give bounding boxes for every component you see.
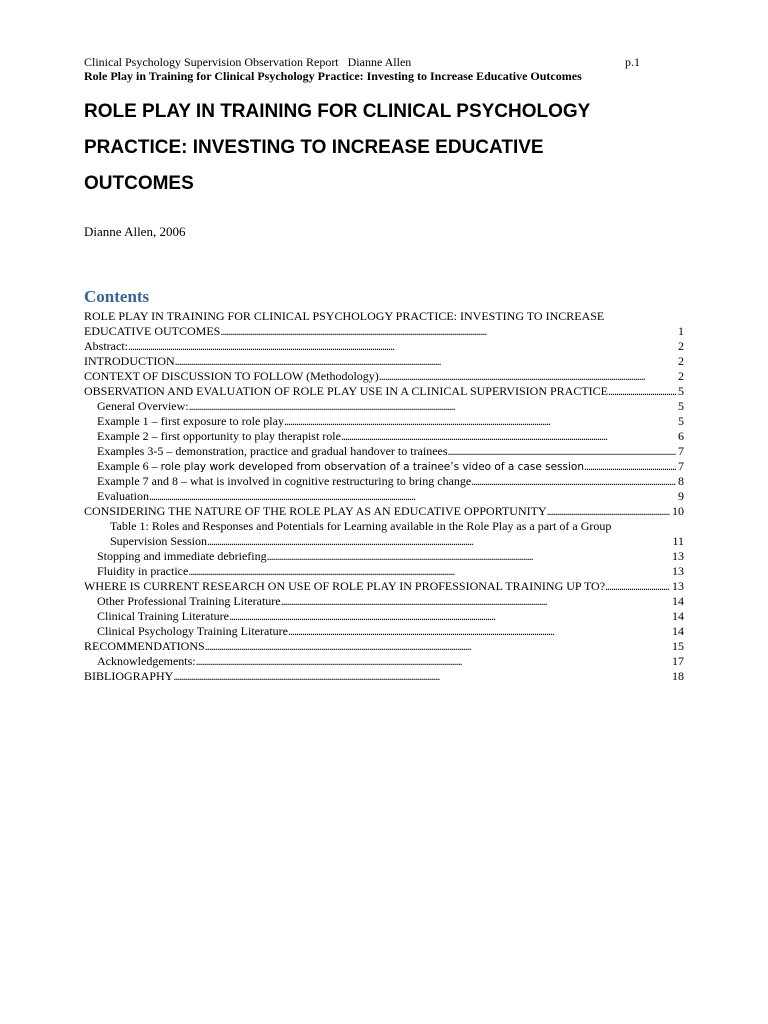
toc-page-number: 1 [678, 324, 684, 338]
toc-entry[interactable] [97, 459, 684, 474]
toc-entry[interactable] [97, 609, 684, 624]
toc-entry-text-rest: role play work developed from observation of a trainee’s video of a case session [160, 461, 584, 473]
toc-leader-dots [281, 594, 670, 609]
toc-page-number: 18 [672, 669, 684, 683]
toc-page-number: 13 [672, 564, 684, 578]
toc-leader-dots [288, 624, 670, 639]
toc-entry[interactable] [97, 444, 684, 459]
toc-entry-text: Other Professional Training Literature [97, 594, 281, 608]
toc-entry[interactable] [84, 504, 684, 519]
toc-entry-text: Supervision Session [110, 534, 208, 548]
toc-entry[interactable] [84, 639, 684, 654]
toc-entry[interactable] [84, 339, 684, 354]
toc-leader-dots [196, 654, 670, 669]
toc-entry-text: INTRODUCTION [84, 354, 175, 368]
toc-page-number: 6 [678, 429, 684, 443]
toc-entry[interactable] [84, 579, 684, 594]
toc-page-number: 2 [678, 354, 684, 368]
toc-leader-dots [608, 384, 676, 399]
toc-leader-dots [205, 639, 670, 654]
toc-entry-text: Fluidity in practice [97, 564, 189, 578]
toc-entry-text: Example 7 and 8 – what is involved in cognitive restructuring to bring change [97, 474, 472, 488]
toc-page-number: 9 [678, 489, 684, 503]
title-line-2: PRACTICE: INVESTING TO INCREASE EDUCATIVE [84, 137, 544, 158]
toc-entry-text: ROLE PLAY IN TRAINING FOR CLINICAL PSYCHOLOGY PRACTICE: INVESTING TO INCREASE [84, 309, 605, 323]
toc-page-number: 10 [672, 504, 684, 518]
toc-page-number: 2 [678, 339, 684, 353]
toc-entry[interactable] [97, 549, 684, 564]
toc-page-number: 7 [678, 459, 684, 473]
toc-leader-dots [189, 399, 676, 414]
document-title [84, 94, 684, 202]
toc-entry-text: BIBLIOGRAPHY [84, 669, 174, 683]
toc-entry[interactable] [84, 369, 684, 384]
toc-entry-text: Table 1: Roles and Responses and Potentials for Learning available in the Role Play as a part of a Group [110, 519, 612, 533]
toc-page-number: 14 [672, 594, 684, 608]
toc-page-number: 2 [678, 369, 684, 383]
toc-entry[interactable] [97, 594, 684, 609]
toc-entry[interactable] [110, 519, 684, 534]
toc-entry[interactable] [97, 414, 684, 429]
toc-leader-dots [175, 354, 676, 369]
toc-page-number: 13 [672, 579, 684, 593]
toc-page-number: 5 [678, 384, 684, 398]
toc-leader-dots [584, 459, 676, 474]
toc-leader-dots [128, 339, 676, 354]
toc-entry-text: Evaluation [97, 489, 149, 503]
toc-entry-text: Abstract: [84, 339, 128, 353]
toc-leader-dots [267, 549, 670, 564]
toc-entry-text: Example 1 – first exposure to role play [97, 414, 284, 428]
toc-leader-dots [547, 504, 670, 519]
toc-entry[interactable] [110, 534, 684, 549]
toc-entry[interactable] [97, 429, 684, 444]
toc-entry[interactable] [84, 309, 684, 324]
author-date: Dianne Allen, 2006 [84, 224, 186, 239]
toc-entry[interactable] [97, 474, 684, 489]
toc-leader-dots [188, 564, 670, 579]
toc-entry-text: WHERE IS CURRENT RESEARCH ON USE OF ROLE PLAY IN PROFESSIONAL TRAINING UP TO? [84, 579, 606, 593]
toc-entry[interactable] [97, 564, 684, 579]
toc-leader-dots [207, 534, 670, 549]
toc-page-number: 14 [672, 609, 684, 623]
toc-entry-text: Stopping and immediate debriefing [97, 549, 267, 563]
toc-leader-dots [229, 609, 670, 624]
toc-entry-text: General Overview: [97, 399, 189, 413]
toc-entry-text: Examples 3-5 – demonstration, practice and gradual handover to trainees [97, 444, 448, 458]
contents-heading: Contents [84, 287, 150, 306]
title-line-1: ROLE PLAY IN TRAINING FOR CLINICAL PSYCHOLOGY [84, 101, 591, 122]
toc-leader-dots [173, 669, 670, 684]
toc-leader-dots [220, 324, 676, 339]
toc-page-number: 7 [678, 444, 684, 458]
toc-leader-dots [284, 414, 676, 429]
toc-entry[interactable] [97, 399, 684, 414]
toc-entry-text: OBSERVATION AND EVALUATION OF ROLE PLAY USE IN A CLINICAL SUPERVISION PRACTICE [84, 384, 609, 398]
toc-page-number: 5 [678, 399, 684, 413]
toc-entry[interactable] [97, 654, 684, 669]
running-subtitle: Role Play in Training for Clinical Psychology Practice: Investing to Increase Educative Outcomes [84, 69, 582, 83]
toc-page-number: 17 [672, 654, 684, 668]
toc-page-number: 15 [672, 639, 684, 653]
toc-entry-text: RECOMMENDATIONS [84, 639, 205, 653]
toc-entry[interactable] [97, 489, 684, 504]
toc-leader-dots [341, 429, 676, 444]
toc-entry-text: EDUCATIVE OUTCOMES [84, 324, 221, 338]
toc-leader-dots [471, 474, 676, 489]
toc-page-number: 11 [672, 534, 684, 548]
toc-entry-text-prefix: Example 6 – [97, 459, 161, 473]
toc-entry-text: Example 2 – first opportunity to play therapist role [97, 429, 341, 443]
running-title: Clinical Psychology Supervision Observation Report Dianne Allen [84, 55, 412, 69]
toc-entry[interactable] [84, 669, 684, 684]
toc-page-number: 14 [672, 624, 684, 638]
toc-entry-text: CONSIDERING THE NATURE OF THE ROLE PLAY AS AN EDUCATIVE OPPORTUNITY [84, 504, 547, 518]
toc-entry-text: CONTEXT OF DISCUSSION TO FOLLOW (Methodology) [84, 369, 379, 383]
toc-page-number: 13 [672, 549, 684, 563]
toc-leader-dots [605, 579, 670, 594]
toc-leader-dots [448, 444, 676, 459]
toc-leader-dots [149, 489, 676, 504]
toc-page-number: 5 [678, 414, 684, 428]
toc-entry[interactable] [84, 384, 684, 399]
toc-entry[interactable] [84, 354, 684, 369]
toc-entry-text: Clinical Psychology Training Literature [97, 624, 288, 638]
page-number: p.1 [625, 55, 640, 69]
toc-entry-text [97, 459, 584, 475]
toc-entry[interactable] [84, 324, 684, 339]
toc-page-number: 8 [678, 474, 684, 488]
title-line-3: OUTCOMES [84, 173, 194, 194]
toc-entry-text: Clinical Training Literature [97, 609, 229, 623]
running-header [84, 55, 640, 69]
toc-leader-dots [379, 369, 676, 384]
toc-entry[interactable] [97, 624, 684, 639]
toc-entry-text: Acknowledgements: [97, 654, 196, 668]
